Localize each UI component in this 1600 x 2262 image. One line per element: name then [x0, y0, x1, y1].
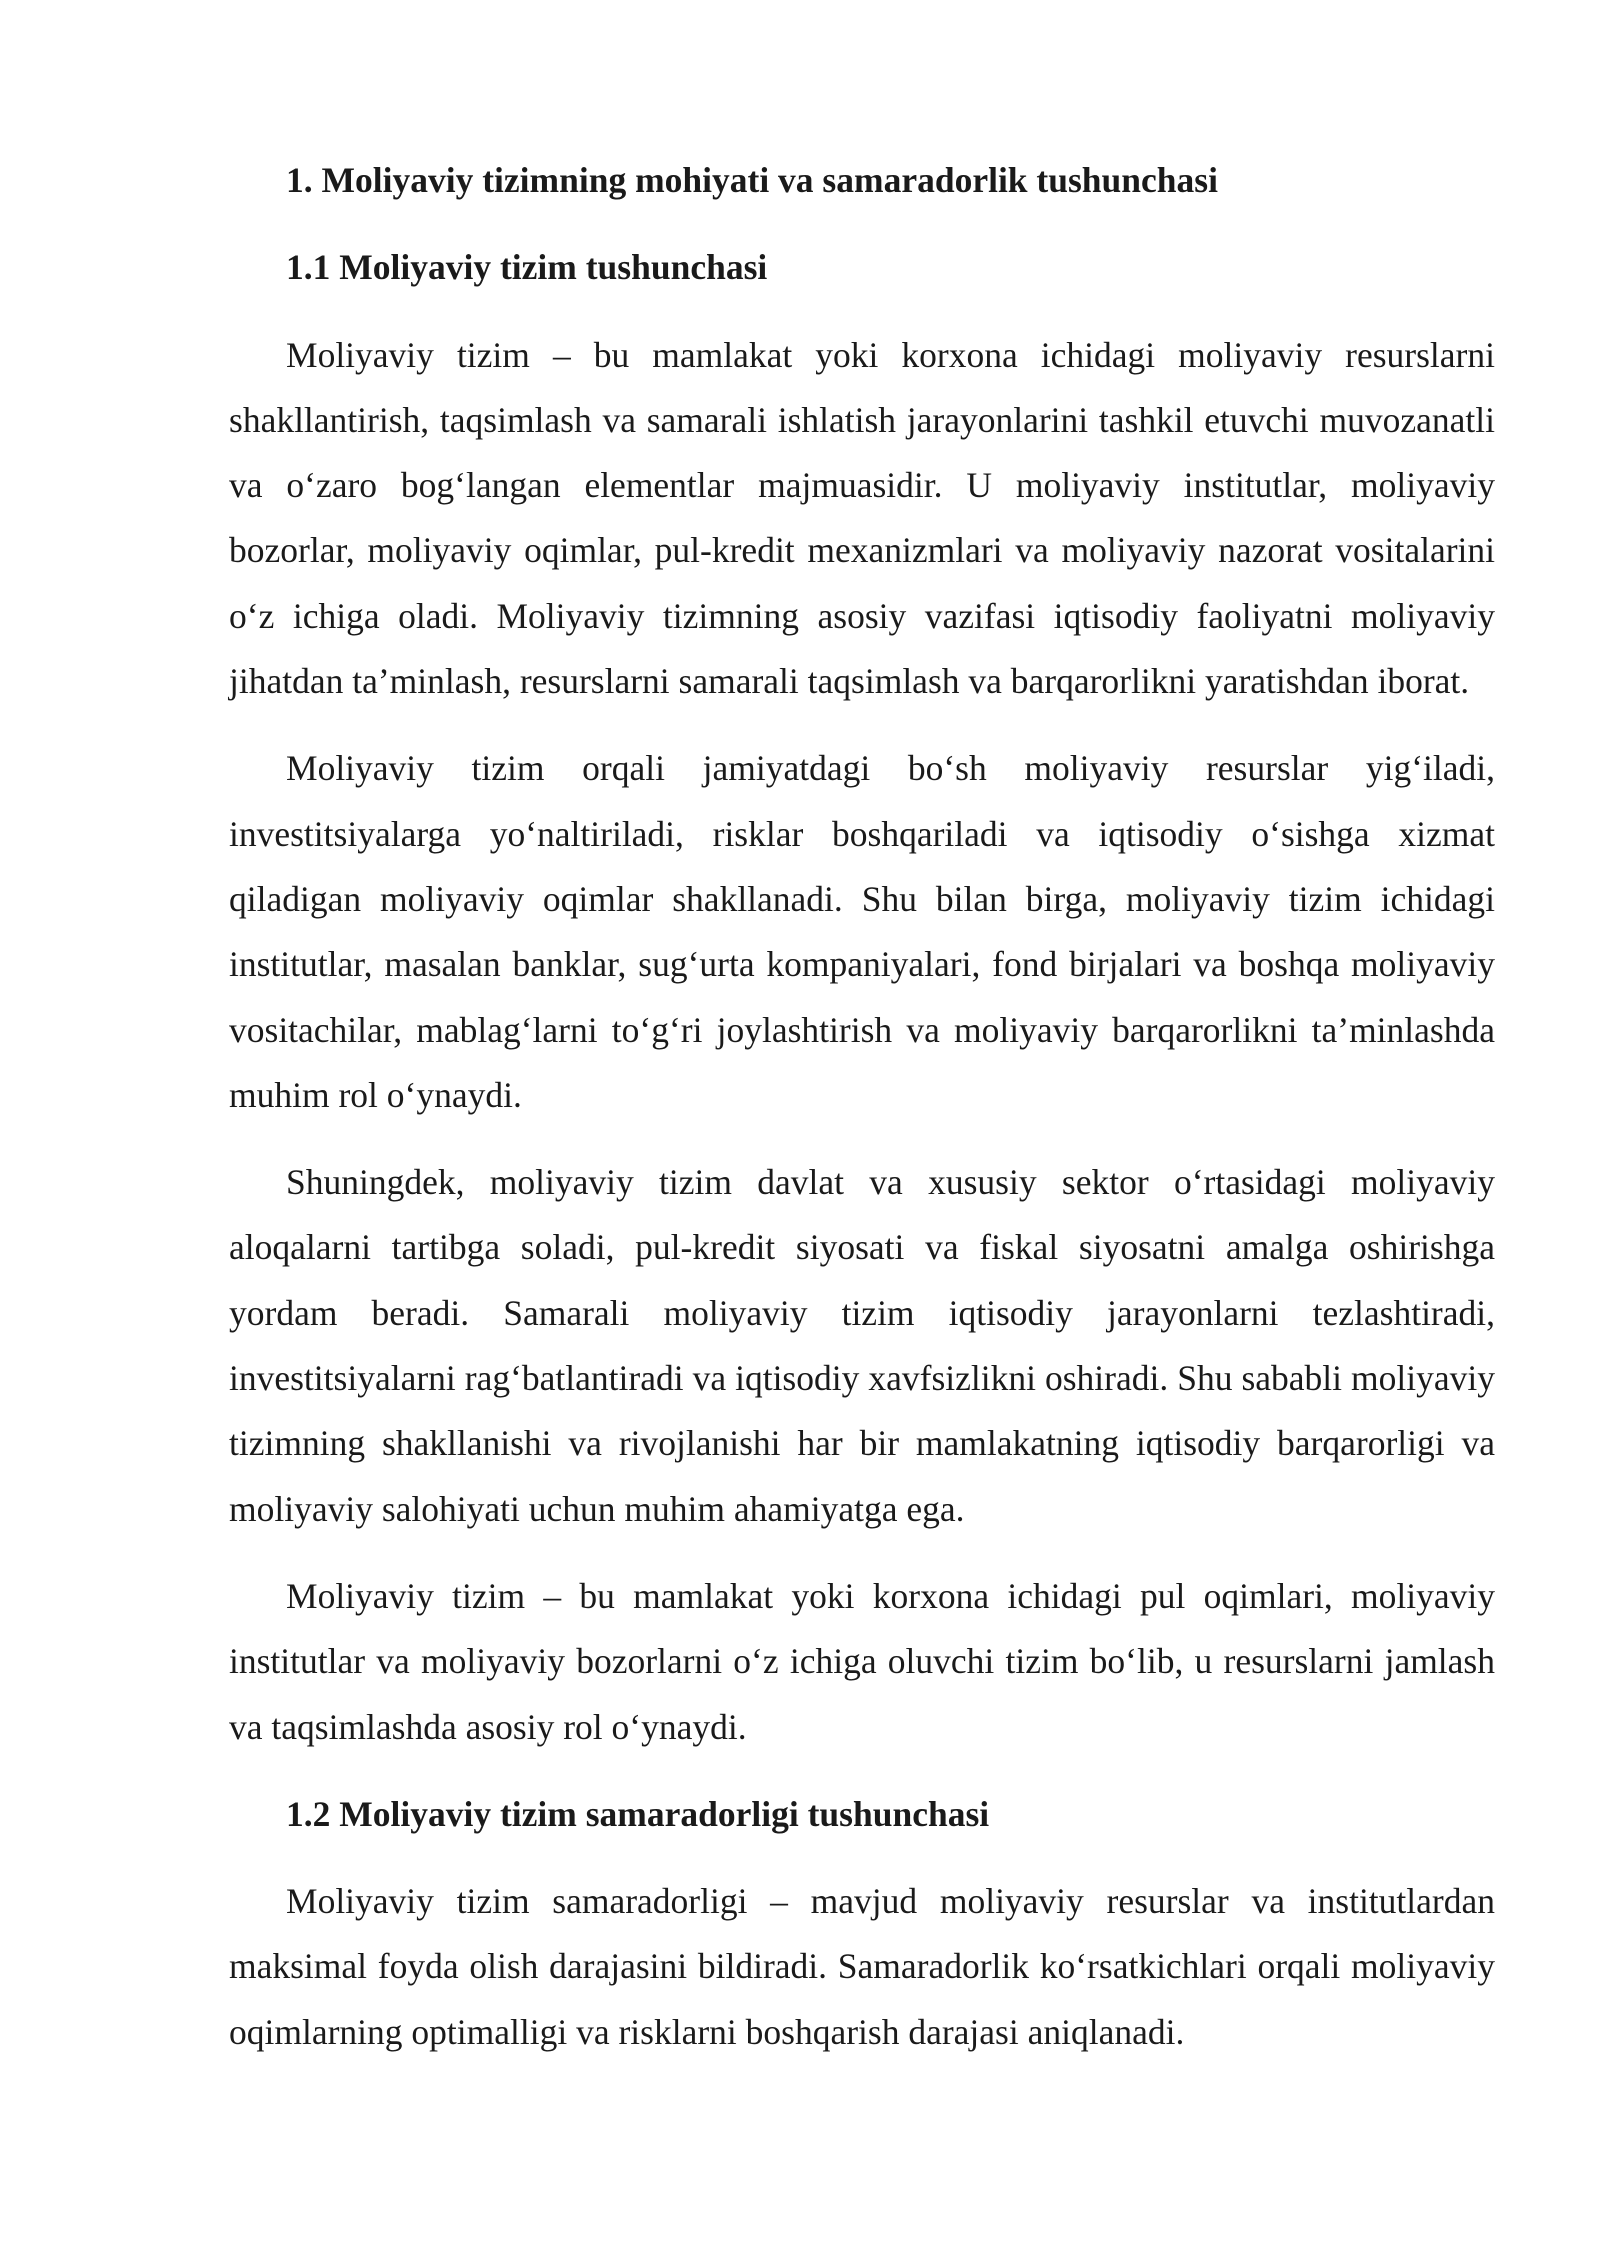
paragraph: Moliyaviy tizim samaradorligi – mavjud moliyaviy resurslar va institutlardan maksimal foyda olish darajasini bildiradi. Samaradorlik ko‘rsatkichlari orqali moliyaviy oqimlarning optimalligi va risklarni boshqarish darajasi aniqlanadi. — [229, 1881, 1495, 2052]
subsection-heading-1-2: 1.2 Moliyaviy tizim samaradorligi tushunchasi — [286, 1793, 990, 1834]
paragraph: Moliyaviy tizim – bu mamlakat yoki korxona ichidagi moliyaviy resurslarni shakllantirish, taqsimlash va samarali ishlatish jarayonlarini tashkil etuvchi muvozanatli va o‘zaro bog‘langan elementlar majmuasidir. U moliyaviy institutlar, moliyaviy bozorlar, moliyaviy oqimlar, pul-kredit mexanizmlari va moliyaviy nazorat vositalarini o‘z ichiga oladi. Moliyaviy tizimning asosiy vazifasi iqtisodiy faoliyatni moliyaviy jihatdan ta’minlash, resurslarni samarali taqsimlash va barqarorlikni yaratishdan iborat. — [229, 334, 1495, 702]
subsection-heading-1-1: 1.1 Moliyaviy tizim tushunchasi — [286, 247, 768, 288]
paragraph: Moliyaviy tizim – bu mamlakat yoki korxona ichidagi pul oqimlari, moliyaviy institutlar va moliyaviy bozorlarni o‘z ichiga oluvchi tizim bo‘lib, u resurslarni jamlash va taqsimlashda asosiy rol o‘ynaydi. — [229, 1575, 1495, 1747]
section-heading-1: 1. Moliyaviy tizimning mohiyati va samaradorlik tushunchasi — [286, 160, 1218, 200]
paragraph: Moliyaviy tizim orqali jamiyatdagi bo‘sh moliyaviy resurslar yig‘iladi, investitsiyalarga yo‘naltiriladi, risklar boshqariladi va iqtisodiy o‘sishga xizmat qiladigan moliyaviy oqimlar shakllanadi. Shu bilan birga, moliyaviy tizim ichidagi institutlar, masalan banklar, sug‘urta kompaniyalari, fond birjalari va boshqa moliyaviy vositachilar, mablag‘larni to‘g‘ri joylashtirish va moliyaviy barqarorlikni ta’minlashda muhim rol o‘ynaydi. — [229, 748, 1495, 1115]
paragraph: Shuningdek, moliyaviy tizim davlat va xususiy sektor o‘rtasidagi moliyaviy aloqalarni tartibga soladi, pul-kredit siyosati va fiskal siyosatni amalga oshirishga yordam beradi. Samarali moliyaviy tizim iqtisodiy jarayonlarni tezlashtiradi, investitsiyalarni rag‘batlantiradi va iqtisodiy xavfsizlikni oshiradi. Shu sababli moliyaviy tizimning shakllanishi va rivojlanishi har bir mamlakatning iqtisodiy barqarorligi va moliyaviy salohiyati uchun muhim ahamiyatga ega. — [229, 1162, 1495, 1529]
document-page — [229, 148, 1495, 2087]
